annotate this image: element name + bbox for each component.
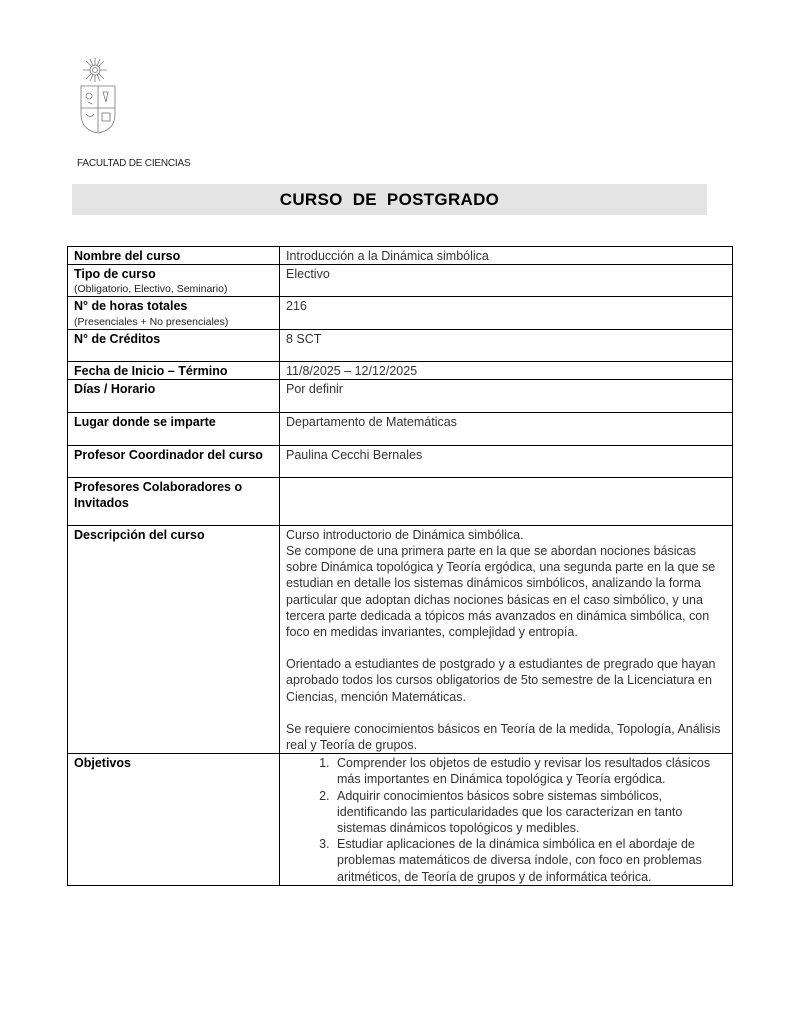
label-coordinador: Profesor Coordinador del curso — [68, 445, 280, 477]
label-descripcion: Descripción del curso — [68, 525, 280, 753]
description-paragraph: Curso introductorio de Dinámica simbólica. Se compone de una primera parte en la que se abordan nociones básicas sobre Dinámica topológica y Teoría ergódica, una segunda parte en la que se estudian en detalle los sistemas dinámicos simbólicos, analizando la forma particular que adoptan dichas nociones básicas en el caso simbólico, y una tercera parte dedicada a tópicos más avanzados en dinámica simbólica, con foco en medidas invariantes, complejidad y entropía. — [286, 527, 716, 640]
row-horas — [68, 297, 733, 329]
row-coordinador — [68, 445, 733, 477]
label-fechas: Fecha de Inicio – Término — [68, 361, 280, 379]
label-colaboradores: Profesores Colaboradores o Invitados — [68, 477, 280, 525]
university-seal-icon — [78, 56, 120, 134]
objective-item: 2. Adquirir conocimientos básicos sobre sistemas simbólicos, identificando las particularidades que los caracterizan en tanto sistemas dinámicos topológicos y medibles. — [333, 788, 726, 837]
row-objetivos — [68, 754, 733, 886]
value-horas: 216 — [280, 297, 733, 329]
label-nombre: Nombre del curso — [68, 247, 280, 265]
label-horario: Días / Horario — [68, 379, 280, 412]
label-objetivos: Objetivos — [68, 754, 280, 886]
value-nombre: Introducción a la Dinámica simbólica — [280, 247, 733, 265]
value-coordinador: Paulina Cecchi Bernales — [280, 445, 733, 477]
label-tipo-sub: (Obligatorio, Electivo, Seminario) — [74, 283, 228, 296]
title-banner — [72, 184, 707, 215]
objective-item: 1. Comprender los objetos de estudio y revisar los resultados clásicos más importantes en Dinámica topológica y Teoría ergódica. — [333, 755, 726, 787]
label-horas-sub: (Presenciales + No presenciales) — [74, 315, 229, 328]
label-horas-text: N° de horas totales — [74, 299, 188, 314]
objective-item: 3. Estudiar aplicaciones de la dinámica simbólica en el abordaje de problemas matemáticos de diversa índole, con foco en problemas aritméticos, de Teoría de grupos y de informática teórica. — [333, 836, 726, 885]
value-fechas: 11/8/2025 – 12/12/2025 — [280, 361, 733, 379]
row-nombre — [68, 247, 733, 265]
row-descripcion — [68, 525, 733, 753]
value-tipo: Electivo — [280, 265, 733, 297]
row-lugar — [68, 412, 733, 445]
label-tipo — [68, 265, 280, 297]
value-lugar: Departamento de Matemáticas — [280, 412, 733, 445]
value-horario: Por definir — [280, 379, 733, 412]
label-tipo-text: Tipo de curso — [74, 267, 156, 282]
row-colaboradores — [68, 477, 733, 525]
row-creditos — [68, 329, 733, 361]
label-creditos: N° de Créditos — [68, 329, 280, 361]
objectives-list — [286, 755, 726, 885]
row-tipo — [68, 265, 733, 297]
faculty-name: FACULTAD DE CIENCIAS — [77, 158, 191, 169]
label-lugar: Lugar donde se imparte — [68, 412, 280, 445]
value-objetivos — [280, 754, 733, 886]
label-horas — [68, 297, 280, 329]
description-paragraph: Orientado a estudiantes de postgrado y a estudiantes de pregrado que hayan aprobado todos los cursos obligatorios de 5to semestre de la Licenciatura en Ciencias, mención Matemáticas. — [286, 657, 716, 704]
row-horario — [68, 379, 733, 412]
course-info-table — [67, 246, 733, 886]
value-colaboradores — [280, 477, 733, 525]
page-title: CURSO DE POSTGRADO — [279, 189, 500, 209]
description-paragraph: Se requiere conocimientos básicos en Teoría de la medida, Topología, Análisis real y Teoría de grupos. — [286, 721, 721, 753]
row-fechas — [68, 361, 733, 379]
value-creditos: 8 SCT — [280, 329, 733, 361]
value-descripcion — [280, 525, 733, 753]
